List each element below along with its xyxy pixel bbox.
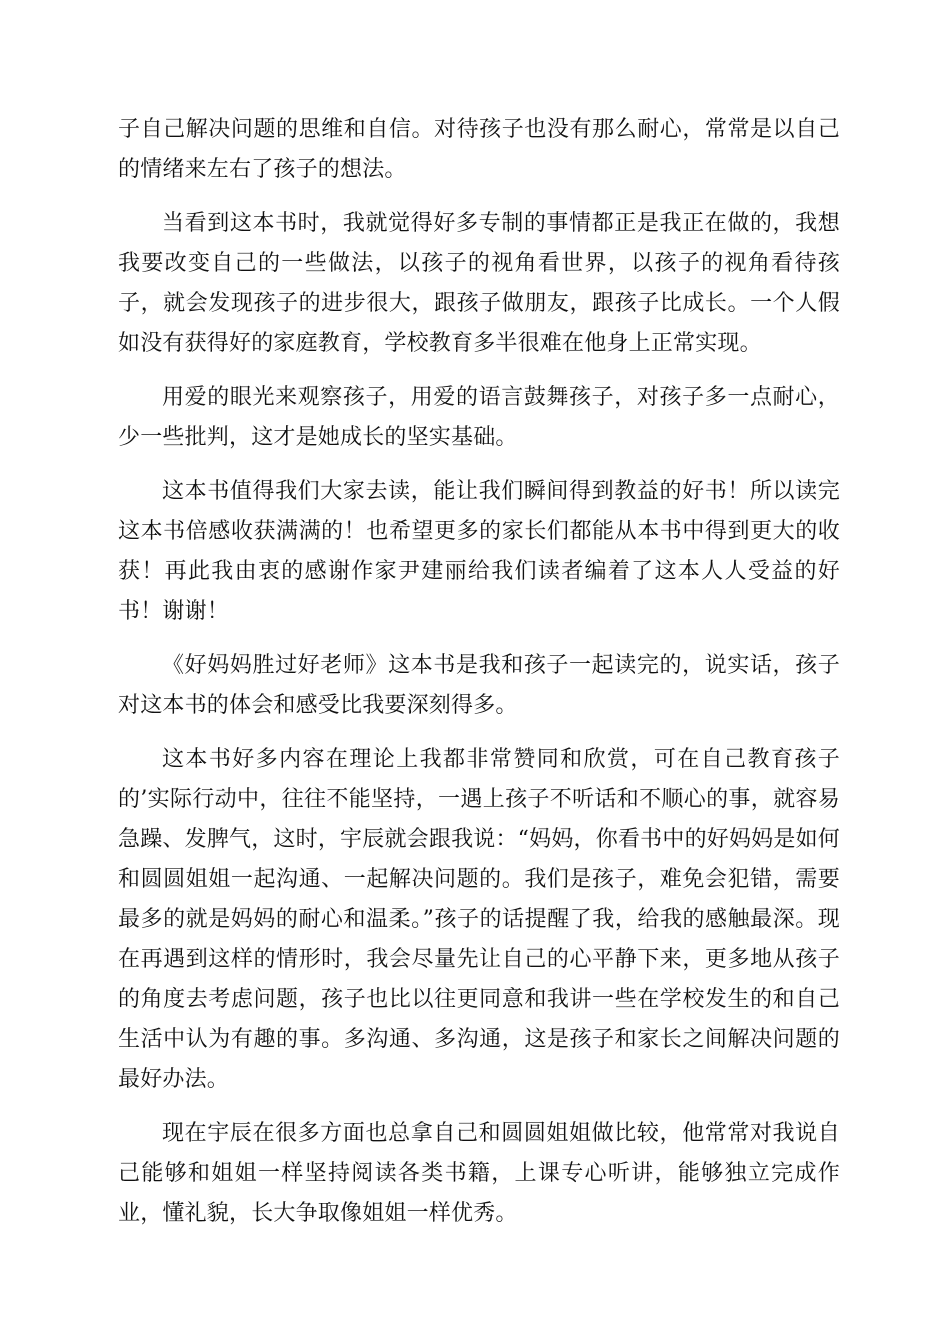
paragraph: 现在宇辰在很多方面也总拿自己和圆圆姐姐做比较，他常常对我说自己能够和姐姐一样坚持阅读各类书籍，上课专心听讲，能够独立完成作业，懂礼貌，长大争取像姐姐一样优秀。 — [118, 1121, 840, 1226]
document-page — [118, 110, 840, 1234]
paragraph: 当看到这本书时，我就觉得好多专制的事情都正是我正在做的，我想我要改变自己的一些做法，以孩子的视角看世界，以孩子的视角看待孩子，就会发现孩子的进步很大，跟孩子做朋友，跟孩子比成长。一个人假如没有获得好的家庭教育，学校教育多半很难在他身上正常实现。 — [118, 211, 840, 356]
paragraph-continued: 子自己解决问题的思维和自信。对待孩子也没有那么耐心，常常是以自己的情绪来左右了孩子的想法。 — [118, 117, 840, 182]
paragraph: 这本书值得我们大家去读，能让我们瞬间得到教益的好书！所以读完这本书倍感收获满满的！也希望更多的家长们都能从本书中得到更大的收获！再此我由衷的感谢作家尹建丽给我们读者编着了这本人人受益的好书！谢谢！ — [118, 479, 840, 624]
paragraph: 用爱的眼光来观察孩子，用爱的语言鼓舞孩子，对孩子多一点耐心，少一些批判，这才是她成长的坚实基础。 — [118, 385, 840, 450]
paragraph: 《好妈妈胜过好老师》这本书是我和孩子一起读完的，说实话，孩子对这本书的体会和感受比我要深刻得多。 — [118, 653, 840, 718]
paragraph: 这本书好多内容在理论上我都非常赞同和欣赏，可在自己教育孩子的’实际行动中，往往不能坚持，一遇上孩子不听话和不顺心的事，就容易急躁、发脾气，这时，宇辰就会跟我说：“妈妈，你看书中的好妈妈是如何和圆圆姐姐一起沟通、一起解决问题的。我们是孩子，难免会犯错，需要最多的就是妈妈的耐心和温柔。”孩子的话提醒了我，给我的感触最深。现在再遇到这样的情形时，我会尽量先让自己的心平静下来，更多地从孩子的角度去考虑问题，孩子也比以往更同意和我讲一些在学校发生的和自己生活中认为有趣的事。多沟通、多沟通，这是孩子和家长之间解决问题的最好办法。 — [118, 747, 840, 1092]
